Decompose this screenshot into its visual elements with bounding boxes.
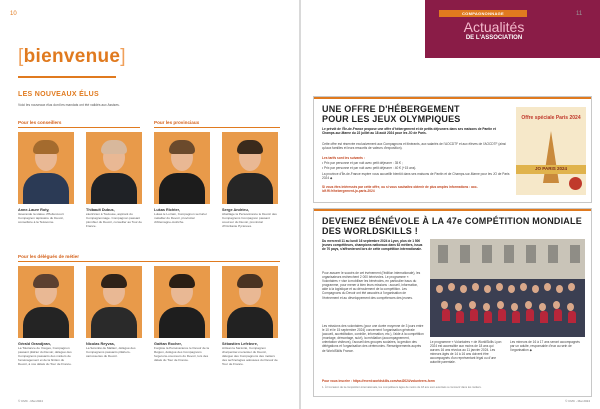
poster-text: JO PARIS 2024 [535, 166, 567, 171]
intro-text: Voici les nouveaux élus dont les mandats ont été validés aux Assises. [18, 103, 120, 107]
price-item: • Prix par personne et par nuit avec petit déjeuner : 40 € (+15 ans). [322, 165, 417, 170]
person-card [154, 266, 210, 363]
right-page [301, 0, 600, 409]
page-title [18, 46, 126, 68]
person-role: Artisan la Sérénité, Compagnon charpentier-menuisier du Devoir, délégué des Compagnons des métiers des technologies adossées du Devoir de Tour de France. [222, 346, 278, 366]
left-page [0, 0, 299, 409]
person-role: tisserande la statue d'Hellencourt Compagnon tapissière du Devoir, conseillère à la Teissonne. [18, 212, 64, 224]
article-body: Cette offre est réservée exclusivement aux Compagnons et itinérants, aux salariés de l'AOCDTF et aux élèves de l'AOCDTF (ainsi qu'aux familles et leurs ressortis de valeurs d'exposition). [322, 142, 506, 151]
person-card [86, 132, 142, 229]
person-photo [222, 132, 278, 204]
article-lead: Du mercredi 11 au lundi 16 septembre 2024 à Lyon, plus de 1 500 jeunes compétiteurs, champions nationaux dans 62 métiers, issus de 70 pays, s'affronteront lors de cette compétition internationale. [322, 239, 423, 252]
card-accent-bar [314, 97, 591, 99]
page-number-right: 11 [576, 11, 583, 17]
category-tag: COMPAGNONNAGE [439, 10, 527, 17]
person-photo [86, 132, 142, 204]
olympic-badge-icon [569, 177, 582, 190]
article-title-line: DES WORLDSKILLS ! [322, 226, 418, 236]
person-name: Sébastien Lefebvre, [222, 342, 258, 346]
person-role: Abeillage la Persévérance le Devoir des Compagnons Compagnon passant couvreur du Devoir, provincial d'Occitanie Pyrénées. [222, 212, 277, 228]
article-title [322, 216, 587, 236]
person-role: Forgiste la Persévérance le Devoir de la Région, délégué des Compagnons forgerons-couvreurs du Devoir, lors des délais du Tour de France. [154, 346, 210, 362]
photo-caption: Le programme « Volontaires » de WorldSkills Lyon 2024 est accessible aux moins de 18 ans qui aurons 16 ans révolus au 11 janvier 2024. Les mineurs âgés de 14 à 16 ans doivent être accompagnés d'un représentant légal ou d'une autorité parentale. [430, 340, 502, 365]
article-title [322, 104, 512, 124]
person-role: La Tolérance de Vosges, Compagnon passant plâtrier du Devoir, délégué des Compagnons passants des métiers de l'aménagement et de la finition du Devoir, à nos délais du Tour de France. [18, 346, 72, 366]
article-body: Pour assurer le succès de cet événement (l'édition internationale), les organisateurs recherchent 2 000 bénévoles. Le programme « Volontaires » vise à mobiliser les bénévoles, en particulier issus du programme, pour mener à bien leurs missions : accueil, information, aide à la logistique et au déroulement de la compétition. Les Compagnons du Devoir ont été associés à l'organisation de l'événement et au développement des compétences des jeunes. [322, 271, 421, 300]
title-bracket-open: [ [18, 46, 24, 67]
person-name: Gaëtan Rocher, [154, 342, 182, 346]
eiffel-tower-icon [543, 131, 559, 183]
page-number-left: 10 [10, 11, 17, 17]
person-role: La Sérénité de Mallarc, délégué des Compagnons passants plâtriers-carrosseries du Devoir. [86, 346, 136, 358]
footer-left: © CMC - Mai 2024 [18, 399, 43, 403]
person-name: Serge Andrieu, [222, 208, 249, 212]
article-card-hebergement [313, 96, 592, 203]
section-metier: Pour les délégués de métier [18, 254, 80, 259]
person-name: Lukas Richter, [154, 208, 180, 212]
section-conseillers: Pour les conseillers [18, 120, 62, 125]
section-heading: LES NOUVEAUX ÉLUS [18, 91, 99, 98]
person-name: Anne-Laure Roty, [18, 208, 50, 212]
person-card [222, 266, 278, 367]
person-photo [154, 132, 210, 204]
person-card [222, 132, 278, 229]
person-photo [18, 132, 74, 204]
person-photo [222, 266, 278, 338]
divider [18, 127, 140, 128]
person-role: électricien à Toulouse, aspirant du Compagnonnage. Compagnon passant plombier du Devoir, conseiller au Tour de France. [86, 212, 143, 228]
person-role: Lukas le Lorrain, Compagnon serrurier métallier du Devoir, provincial d'Allemagne-Autriche. [154, 212, 207, 224]
person-name: Thibault Dubus, [86, 208, 115, 212]
footnote: 1. À l'occasion de la compétition internationale, les compétiteurs âgés de moins de 18 ans sont autorisés à concourir dans les métiers. [322, 386, 482, 389]
person-photo [86, 266, 142, 338]
person-card [18, 266, 74, 367]
article-title-line: POUR LES JEUX OLYMPIQUES [322, 114, 461, 124]
article-title-line: UNE OFFRE D'HÉBERGEMENT [322, 104, 460, 114]
person-card [18, 132, 74, 225]
title-underline [18, 76, 116, 78]
article-note: La province d'Île-de-France espère vous accueillir bientôt dans ses maisons de Pantin et de Champs-sur-Marne pour les JO de Paris 2024 ◆ [322, 172, 510, 181]
banner-title: Actualités [463, 19, 525, 35]
article-card-worldskills [313, 208, 592, 397]
person-photo [18, 266, 74, 338]
section-banner [425, 0, 600, 58]
info-link[interactable]: Si vous êtes intéressés par cette offre, ou si vous souhaitez obtenir de plus amples informations : aoc-idf.ffl.fr/hebergement-jo-paris-2024 [322, 185, 478, 194]
title-text: bienvenue [23, 46, 121, 67]
article-lead: Le prévôt de l'Île-de-France propose une offre d'hébergement et de petits déjeuners dans ses maisons de Pantin et Champs-sur-Marne du 22 juillet au 18 août 2024 pour les JO de Paris. [322, 127, 496, 136]
person-card [154, 132, 210, 225]
divider [18, 261, 280, 262]
footer-right: © CMC - Mai 2024 [565, 399, 590, 403]
section-provinciaux: Pour les provinciaux [154, 120, 200, 125]
signup-link[interactable]: Pour vous inscrire : https://event.worldskills.com/wsl2024/volunteers-form [322, 379, 435, 383]
person-card [86, 266, 142, 359]
person-name: Gérald Grandjean, [18, 342, 51, 346]
card-accent-bar [314, 209, 591, 211]
photo-caption: Les mineurs de 16 à 17 ans seront accompagnés par un adulte, responsable d'eux au sein de l'organisation ◆ [510, 340, 580, 353]
title-bracket-close: ] [120, 46, 126, 67]
poster-image [516, 107, 586, 195]
group-photo [430, 239, 585, 337]
article-title-line: DEVENEZ BÉNÉVOLE À LA 47e COMPÉTITION MONDIALE [322, 216, 582, 226]
person-name: Nicolas Reyvas, [86, 342, 115, 346]
divider [154, 127, 280, 128]
poster-title: Offre spéciale Paris 2024 [521, 115, 581, 121]
prices-title: Les tarifs sont les suivants : [322, 156, 365, 160]
person-photo [154, 266, 210, 338]
article-body: Les missions des volontaires (pour une durée moyenne de 3 jours entre le 10 et le 15 septembre 2024) concernent l'organisation générale (accueil, accréditation, contrôle, information, etc.), l'aide à la compétition (montage, démontage, suivi), la médiation (accompagnement, orientation visiteurs), l'accueil des groupes scolaires, la gestion des délégations et l'organisation des cérémonies. Renseignements auprès de WorldSkills France. [322, 324, 424, 353]
banner-subtitle: DE L'ASSOCIATION [465, 35, 523, 41]
price-item: • Prix par personne et par nuit avec petit déjeuner : 35 € ; [322, 161, 403, 165]
